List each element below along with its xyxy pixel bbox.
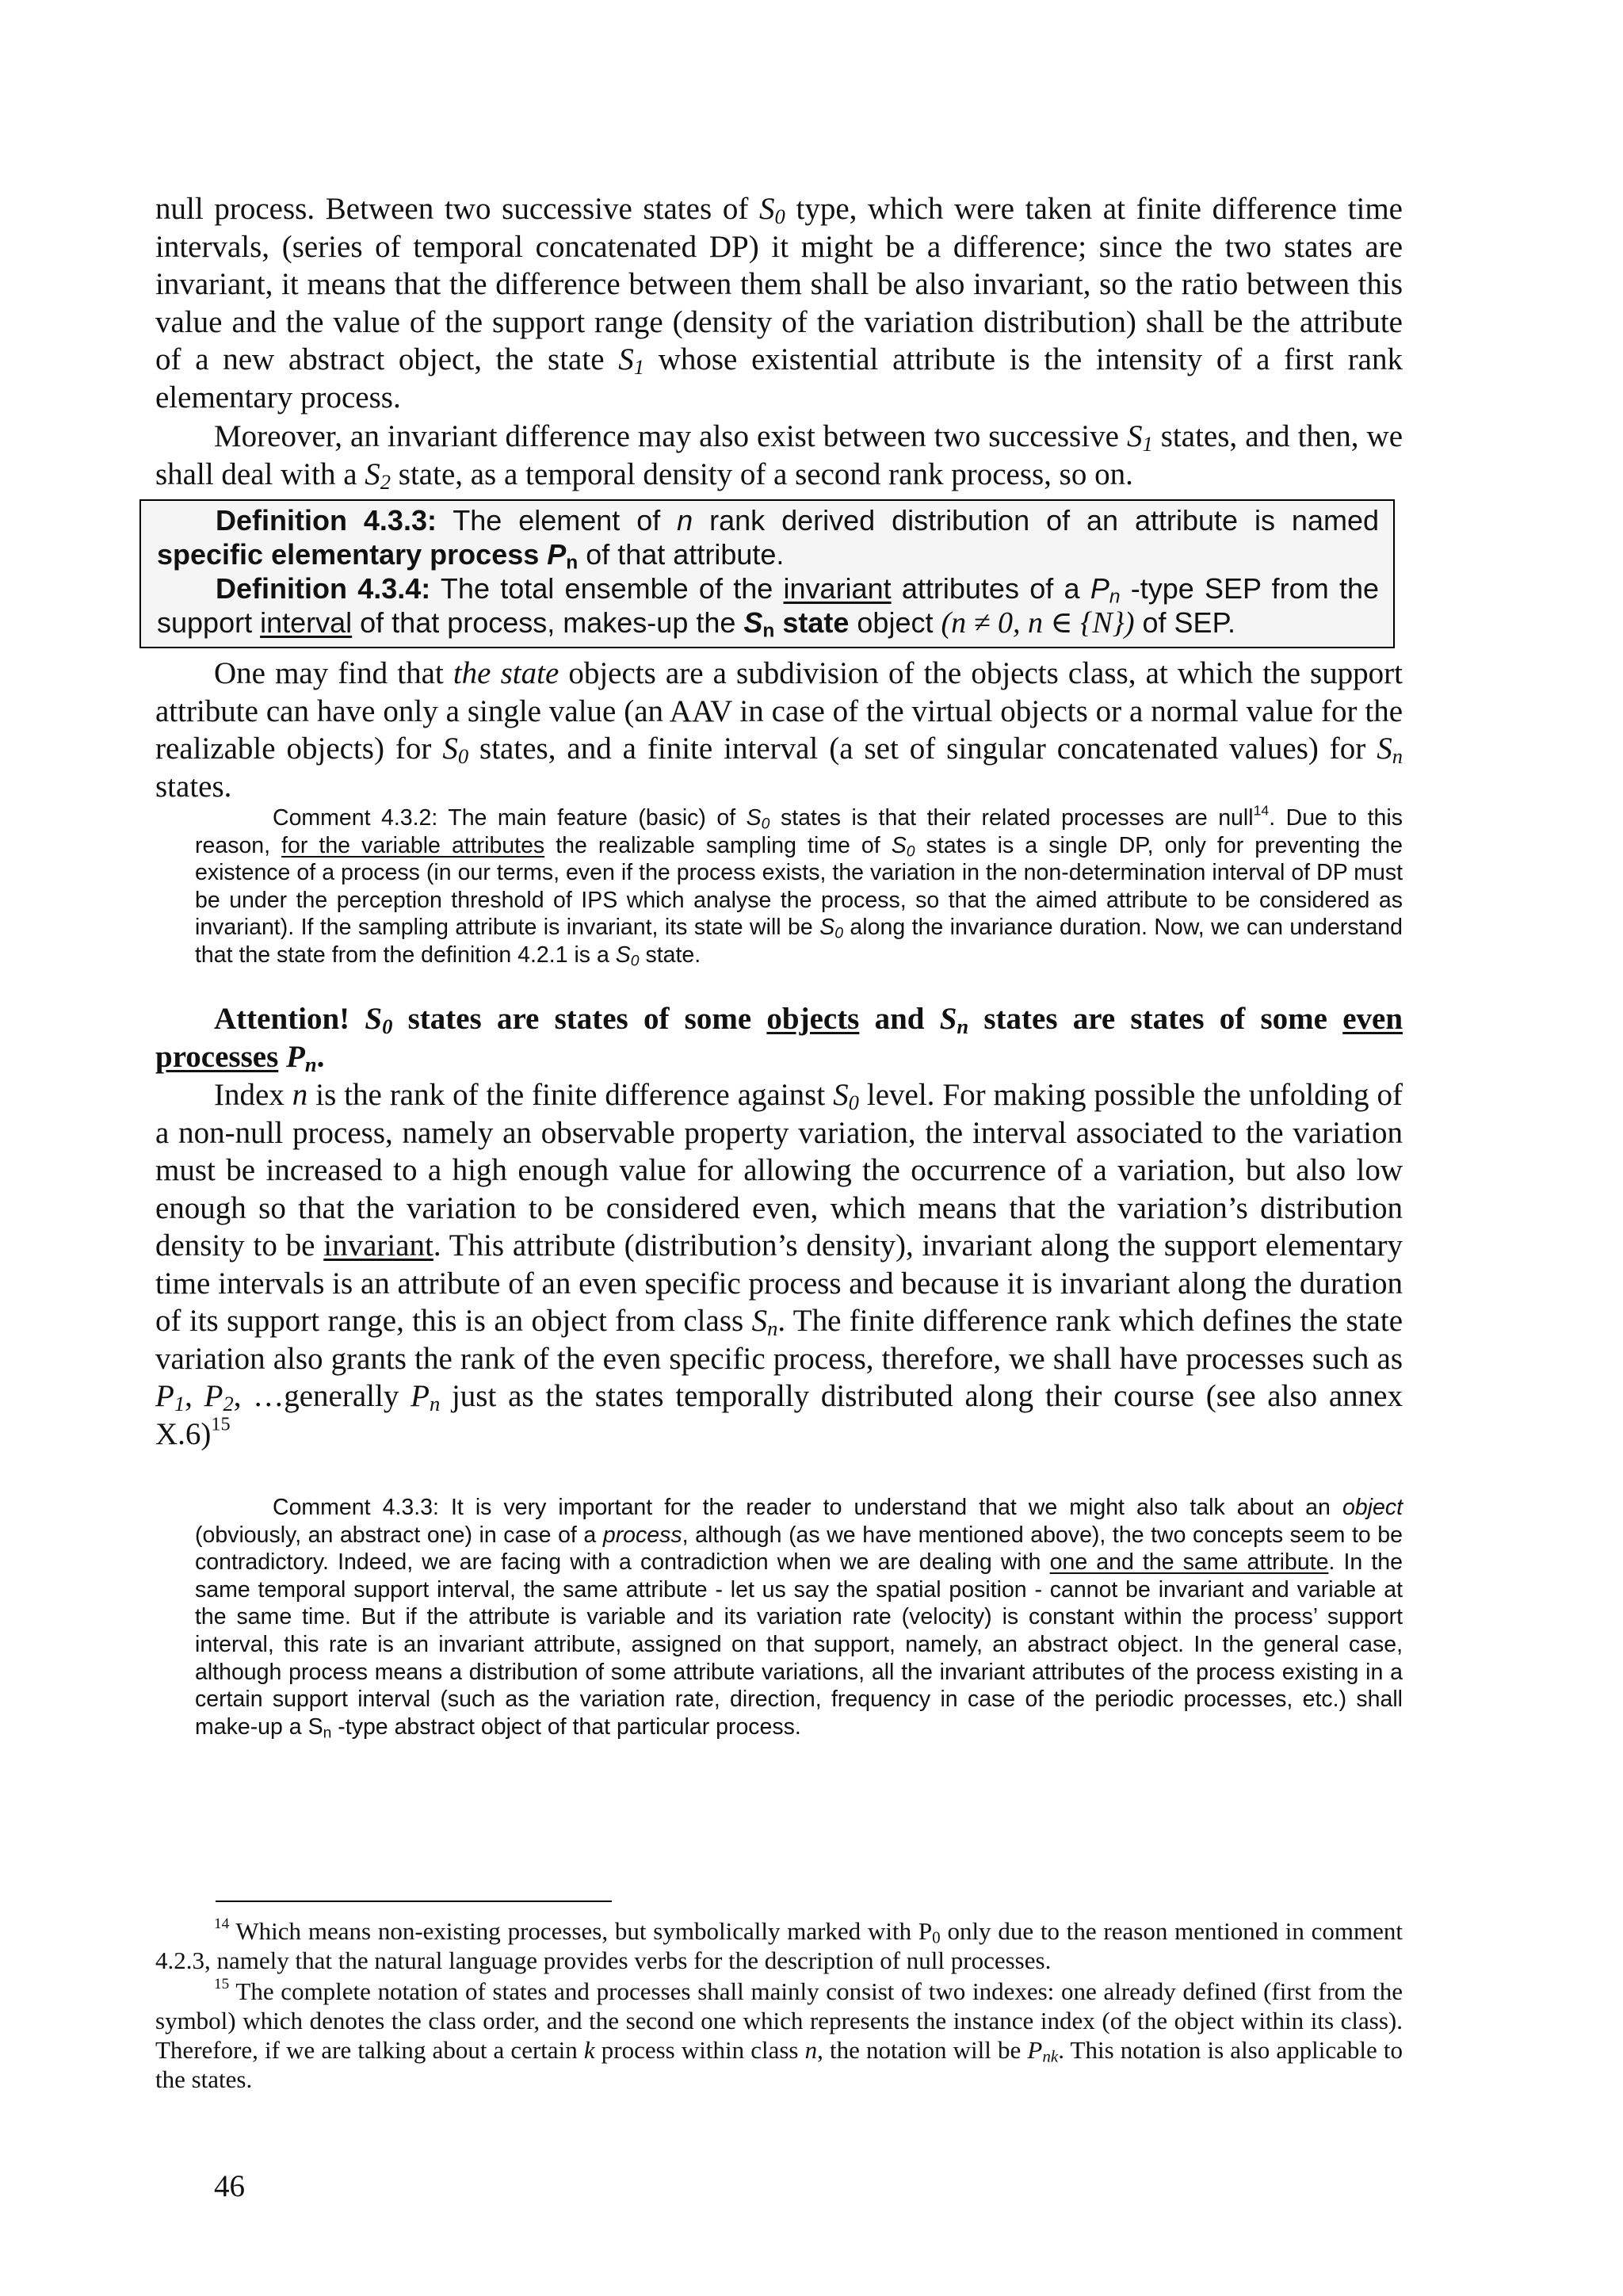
attention-note: Attention! $S_0$ states are states of some objects and $S_n$ states are states of some even processes $P_n$. xyxy=(155,1002,1403,1076)
definition-4-3-4: Definition 4.3.4: The total ensemble of the invariant attributes of a $P_n$ -type SEP from the support interval of that process, makes-up the $S_n$ state object (n ≠ 0, n ∈ {N}) of SEP. xyxy=(157,572,1379,642)
definition-4-3-3: Definition 4.3.3: The element of n rank derived distribution of an attribute is named specific elementary process $P_n$ of that attribute. xyxy=(157,504,1380,574)
page-number: 46 xyxy=(214,2169,245,2203)
footnote-15: $^{15}$ The complete notation of states and processes shall mainly consist of two indexes: one already defined (first from the symbol) which denotes the class order, and the second one which represents the instance index (of the object within its class). Therefore, if we are talking about a certain k process within class n, the notation will be $P_{nk}$. This notation is also applicable to the states. xyxy=(155,1976,1403,2093)
footnote-separator xyxy=(216,1901,612,1902)
footnote-14: $^{14}$ Which means non-existing processes, but symbolically marked with $P_0$ only due to the reason mentioned in comment 4.2.3, namely that the natural language provides verbs for the description of null processes. xyxy=(155,1916,1403,1974)
footnote-ref-15: 15 xyxy=(211,1413,231,1435)
condition-formula: (n ≠ 0, n ∈ {N}) xyxy=(941,606,1135,640)
paragraph-state-s1: null process. Between two successive states of $S_0$ type, which were taken at finite difference time intervals, (series of temporal concatenated DP) it might be a difference; since the two states are invariant, it means that the difference between them shall be also invariant, so the ratio between this value and the value of the support range (density of the variation distribution) shall be the attribute of a new abstract object, the state $S_1$ whose existential attribute is the intensity of a first rank elementary process. xyxy=(155,192,1403,415)
comment-4-3-3: Comment 4.3.3: It is very important for the reader to understand that we might also talk about an object (obviously, an abstract one) in case of a process, although (as we have mentioned above), the two concepts seem to be contradictory. Indeed, we are facing with a contradiction when we are dealing with one and the same attribute. In the same temporal support interval, the same attribute - let us say the spatial position - cannot be invariant and variable at the same time. But if the attribute is variable and its variation rate (velocity) is constant within the process’ support interval, this rate is an invariant attribute, assigned on that support, namely, an abstract object. In the general case, although process means a distribution of some attribute variations, all the invariant attributes of the process existing in a certain support interval (such as the variation rate, direction, frequency in case of the periodic processes, etc.) shall make-up a $S_n$ -type abstract object of that particular process. xyxy=(195,1495,1403,1741)
footnote-ref-14: 14 xyxy=(1253,802,1270,819)
definitions-box xyxy=(139,499,1395,648)
paragraph-state-s2: Moreover, an invariant difference may also exist between two successive $S_1$ states, and then, we shall deal with a $S_2$ state, as a temporal density of a second rank process, so on. xyxy=(155,419,1403,494)
paragraph-state-objects: One may find that the state objects are a subdivision of the objects class, at which the support attribute can have only a single value (an AAV in case of the virtual objects or a normal value for the realizable objects) for $S_0$ states, and a finite interval (a set of singular concatenated values) for $S_n$ states. xyxy=(155,656,1403,804)
paragraph-index-n: Index n is the rank of the finite difference against $S_0$ level. For making possible the unfolding of a non-null process, namely an observable property variation, the interval associated to the variation must be increased to a high enough value for allowing the occurrence of a variation, but also low enough so that the variation to be considered even, which means that the variation’s distribution density to be invariant. This attribute (distribution’s density), invariant along the support elementary time intervals is an attribute of an even specific process and because it is invariant along the duration of its support range, this is an object from class $S_n$. The finite difference rank which defines the state variation also grants the rank of the even specific process, therefore, we shall have processes such as $P_1$, $P_2$, …generally $P_n$ just as the states temporally distributed along their course (see also annex X.6)$^{15}$ xyxy=(155,1078,1403,1451)
comment-4-3-2: Comment 4.3.2: The main feature (basic) of $S_0$ states is that their related processes are null$^{14}$. Due to this reason, for the variable attributes the realizable sampling time of $S_0$ states is a single DP, only for preventing the existence of a process (in our terms, even if the process exists, the variation in the non-determination interval of DP must be under the perception threshold of IPS which analyse the process, so that the aimed attribute to be considered as invariant). If the sampling attribute is invariant, its state will be $S_0$ along the invariance duration. Now, we can understand that the state from the definition 4.2.1 is a $S_0$ state. xyxy=(195,802,1403,970)
